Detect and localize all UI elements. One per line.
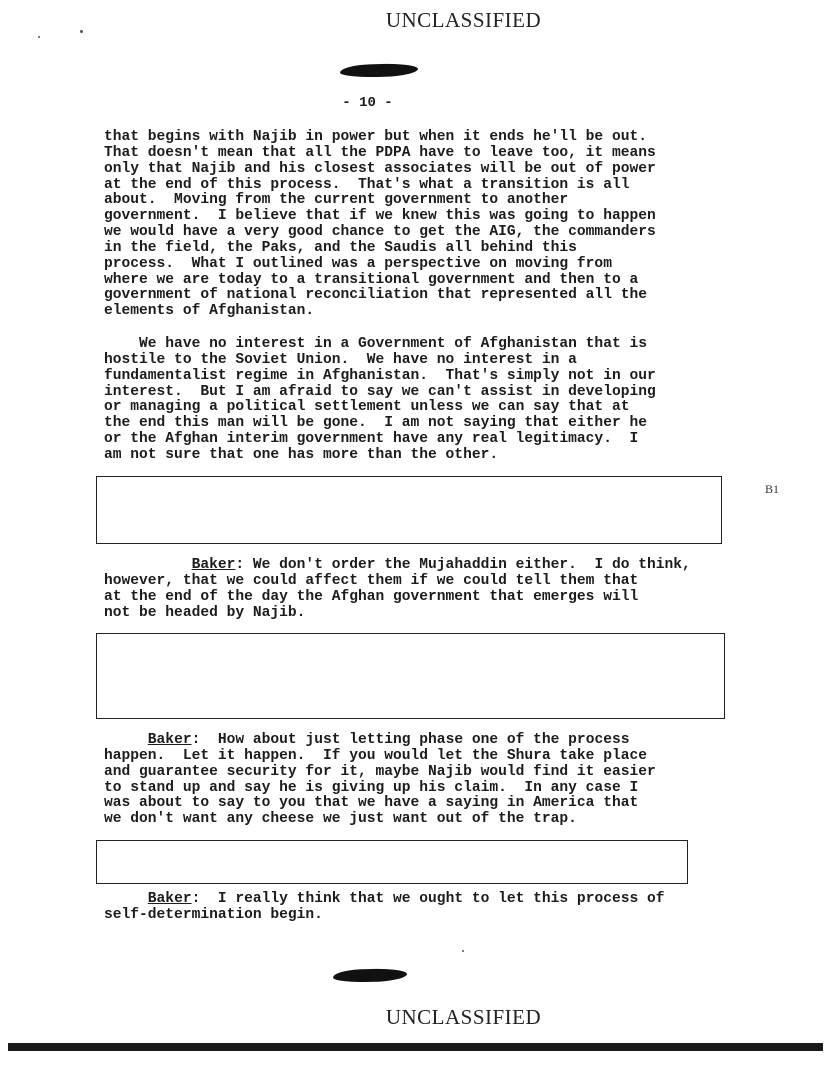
paragraph-2: We have no interest in a Government of Afghanistan that is hostile to the Soviet Union. We have no interest in a fundamentalist regime in Afghanistan. That's simply not in our interest. But I am afraid to say we can't assist in developing or managing a political settlement unless we can say that at the end this man will be gone. I am not saying that either he or the Afghan interim government have any real legitimacy. I am not sure that one has more than the other. [104,336,656,463]
redacted-block-1 [96,476,722,544]
page-bottom-rule [8,1043,823,1051]
speaker-name: Baker [191,557,236,573]
paragraph-1: that begins with Najib in power but when it ends he'll be out. That doesn't mean that all the PDPA have to leave too, it means only that Najib and his closest associates will be out of power at the end of this process. That's what a transition is all about. Moving from the current government to another government. I believe that if we knew this was going to happen we would have a very good chance to get the AIG, the commanders in the field, the Paks, and the Saudis all behind this process. What I outlined was a perspective on moving from where we are today to a transitional government and then to a government of national reconciliation that represented all the elements of Afghanistan. [104,129,656,320]
paragraph-4-text: : How about just letting phase one of the process happen. Let it happen. If you would let the Shura take place and guarantee security for it, maybe Najib would find it easier to stand up and say he is giving up his claim. In any case I was about to say to you that we have a saying in America that we don't want any cheese we just want out of the trap. [104,732,656,828]
classification-header: UNCLASSIFIED [385,8,542,32]
scan-speck [38,36,40,38]
classification-footer: UNCLASSIFIED [385,1005,542,1029]
page-number: - 10 - [342,95,393,111]
speaker-name: Baker [147,732,192,748]
redacted-block-3 [96,840,688,884]
redacted-block-2 [96,633,725,719]
redaction-mark-bottom [333,968,407,984]
scan-speck [462,950,464,952]
scan-speck [80,30,83,33]
exemption-code: B1 [765,482,780,496]
paragraph-4 [104,733,734,828]
paragraph-3-text: : We don't order the Mujahaddin either. I do think, however, that we could affect them if we could tell them that at the end of the day the Afghan government that emerges will not be headed by Najib. [104,557,691,621]
paragraph-5 [104,892,734,924]
redaction-mark-top [340,63,418,79]
speaker-name: Baker [147,891,192,907]
paragraph-5-text: : I really think that we ought to let this process of self-determination begin. [104,891,665,923]
paragraph-3 [104,558,734,621]
